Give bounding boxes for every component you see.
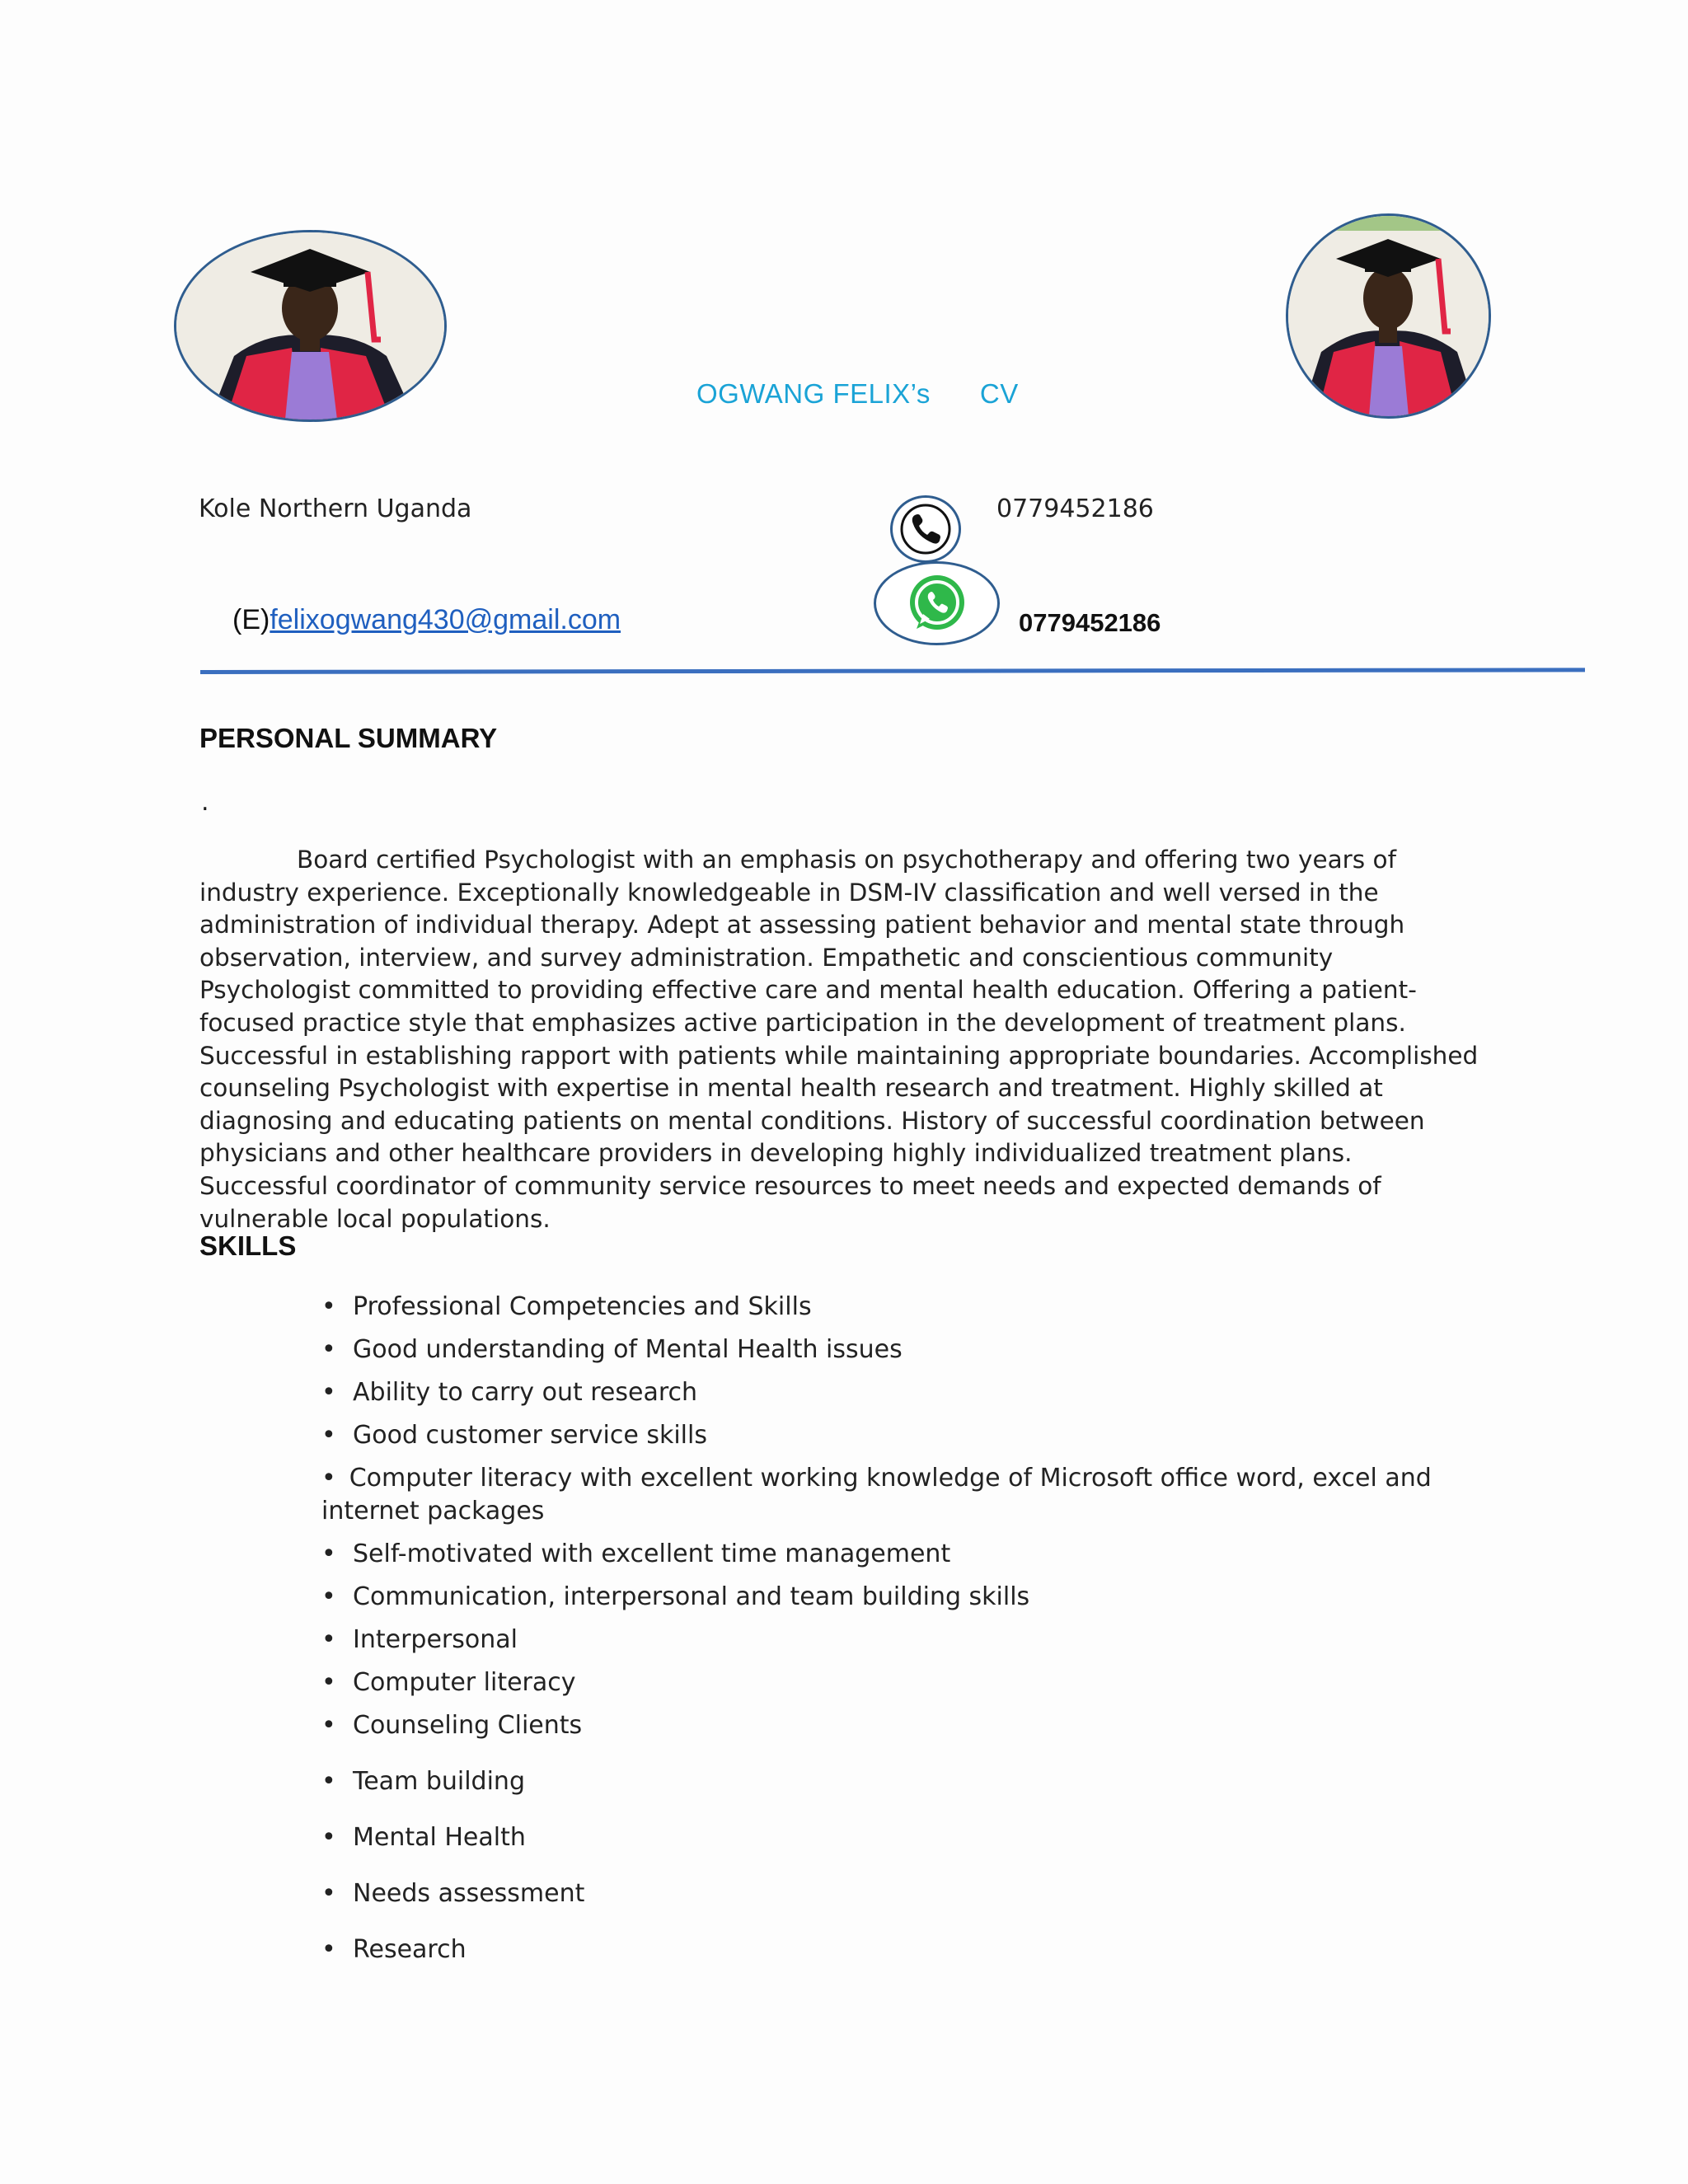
graduate-portrait-icon bbox=[1288, 216, 1489, 416]
skill-item: • Self-motivated with excellent time management bbox=[321, 1538, 1492, 1571]
phone-number: 0779452186 bbox=[996, 494, 1154, 523]
summary-heading: PERSONAL SUMMARY bbox=[199, 723, 498, 753]
skill-item: • Good understanding of Mental Health issues bbox=[321, 1333, 1492, 1366]
portrait-right bbox=[1286, 213, 1491, 419]
skill-item: • Professional Competencies and Skills bbox=[321, 1291, 1492, 1324]
phone-icon bbox=[900, 504, 951, 555]
summary-paragraph bbox=[199, 844, 1485, 1235]
skill-item: • Computer literacy bbox=[321, 1666, 1492, 1699]
page-title bbox=[696, 378, 1026, 415]
skill-item: • Mental Health bbox=[321, 1821, 1492, 1854]
skill-item: • Needs assessment bbox=[321, 1877, 1492, 1910]
skill-item: • Counseling Clients bbox=[321, 1709, 1492, 1742]
email-link[interactable]: felixogwang430@gmail.com bbox=[270, 604, 621, 635]
phone-icon-badge bbox=[890, 495, 961, 563]
whatsapp-number: 0779452186 bbox=[1019, 608, 1161, 637]
portrait-left bbox=[174, 230, 447, 422]
skills-heading: SKILLS bbox=[199, 1230, 297, 1261]
skills-list bbox=[321, 1291, 1492, 1966]
whatsapp-icon bbox=[905, 571, 969, 635]
whatsapp-icon-badge bbox=[874, 561, 1000, 645]
skill-item: • Good customer service skills bbox=[321, 1419, 1492, 1452]
skill-item: • Ability to carry out research bbox=[321, 1376, 1492, 1409]
title-cv: CV bbox=[979, 378, 1019, 409]
skill-item-text: Computer literacy with excellent working knowledge of Microsoft office word, excel and internet packages bbox=[321, 1464, 1432, 1526]
skill-item: • Communication, interpersonal and team building skills bbox=[321, 1581, 1492, 1614]
location-text: Kole Northern Uganda bbox=[199, 494, 472, 523]
email-line bbox=[232, 604, 621, 636]
summary-dot: . bbox=[201, 788, 209, 817]
skill-item bbox=[321, 1462, 1492, 1528]
header-divider bbox=[200, 668, 1585, 674]
skill-item: • Team building bbox=[321, 1765, 1492, 1798]
title-name: OGWANG FELIX’s bbox=[696, 378, 931, 409]
skill-item: • Research bbox=[321, 1933, 1492, 1966]
skill-item: • Interpersonal bbox=[321, 1624, 1492, 1657]
email-prefix: (E) bbox=[232, 604, 270, 635]
graduate-portrait-icon bbox=[176, 232, 444, 419]
summary-text: Board certified Psychologist with an emphasis on psychotherapy and offering two years of industry experience. Exceptionally knowledgeable in DSM-IV classification and well versed in the administration of individual therapy. Adept at assessing patient behavior and mental state through observation, interview, and survey administration. Empathetic and conscientious community Psychologist committed to providing effective care and mental health education. Offering a patient-focused practice style that emphasizes active participation in the development of treatment plans. Successful in establishing rapport with patients while maintaining appropriate boundaries. Accomplished counseling Psychologist with expertise in mental health research and treatment. Highly skilled at diagnosing and educating patients on mental conditions. History of successful coordination between physicians and other healthcare providers in developing highly individualized treatment plans. Successful coordinator of community service resources to meet needs and expected demands of vulnerable local populations. bbox=[199, 846, 1479, 1233]
